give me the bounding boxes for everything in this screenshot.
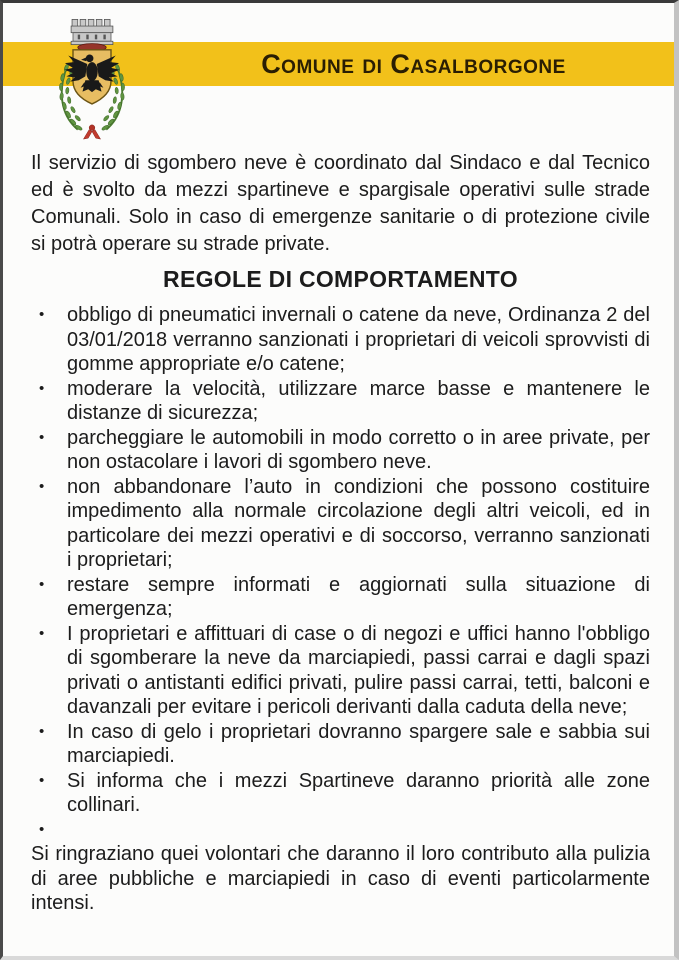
bullet-dot-icon: • bbox=[39, 477, 45, 495]
bullet-dot-icon: • bbox=[39, 428, 45, 446]
rule-item bbox=[31, 769, 650, 818]
mural-crown-icon bbox=[71, 19, 113, 44]
rule-text: obbligo di pneumatici invernali o catene da neve, Ordinanza 2 del 03/01/2018 verranno sanzionati i proprietari di veicoli sprovvisti di gomme appropriate e/o catene; bbox=[67, 304, 650, 375]
eagle-icon bbox=[64, 55, 119, 93]
rule-item-empty bbox=[31, 818, 650, 843]
rule-text: non abbandonare l’auto in condizioni che possono costituire impedimento alla normale circolazione degli altri veicoli, ed in particolare dei mezzi operativi e di soccorso, verranno sanzionati i proprietari; bbox=[67, 475, 650, 571]
casalborgone-coat-of-arms-icon bbox=[35, 7, 149, 142]
bullet-dot-icon: • bbox=[39, 575, 45, 593]
ribbon-icon bbox=[83, 125, 100, 139]
rule-text: parcheggiare le automobili in modo corretto o in aree private, per non ostacolare i lavori di sgombero neve. bbox=[67, 426, 650, 473]
intro-paragraph: Il servizio di sgombero neve è coordinato dal Sindaco e dal Tecnico ed è svolto da mezzi spartineve e spargisale operativi sulle strade Comunali. Solo in caso di emergenze sanitarie o di protezione civile si potrà operare su strade private. bbox=[31, 152, 650, 255]
rule-text bbox=[67, 818, 650, 843]
bullet-dot-icon: • bbox=[39, 722, 45, 740]
rule-item bbox=[31, 475, 650, 573]
rule-item bbox=[31, 720, 650, 769]
closing-paragraph: Si ringraziano quei volontari che daranno il loro contributo alla pulizia di aree pubbliche e marciapiedi in caso di eventi particolarmente intensi. bbox=[31, 843, 650, 914]
rule-text: restare sempre informati e aggiornati sulla situazione di emergenza; bbox=[67, 573, 650, 620]
rule-item bbox=[31, 573, 650, 622]
rule-item bbox=[31, 377, 650, 426]
rule-text: moderare la velocità, utilizzare marce basse e mantenere le distanze di sicurezza; bbox=[67, 377, 650, 424]
bullet-dot-icon: • bbox=[39, 771, 45, 789]
bullet-dot-icon: • bbox=[39, 624, 45, 642]
page-title: Comune di Casalborgone bbox=[261, 49, 566, 79]
bullet-dot-icon: • bbox=[39, 379, 45, 397]
rule-text: Si informa che i mezzi Spartineve daranno priorità alle zone collinari. bbox=[67, 769, 650, 816]
rule-item bbox=[31, 622, 650, 720]
rules-list bbox=[31, 303, 650, 842]
bullet-dot-icon: • bbox=[39, 820, 45, 838]
rule-item bbox=[31, 303, 650, 377]
rule-text: I proprietari e affittuari di case o di negozi e uffici hanno l'obbligo di sgomberare la neve da marciapiedi, passi carrai e dagli spazi privati o antistanti edifici privati, pulire passi carrai, tetti, balconi e davanzali per evitare i pericoli derivanti dalla caduta della neve; bbox=[67, 622, 650, 718]
rules-heading: REGOLE DI COMPORTAMENTO bbox=[163, 266, 518, 292]
rule-text: In caso di gelo i proprietari dovranno spargere sale e sabbia sui marciapiedi. bbox=[67, 720, 650, 767]
rule-item bbox=[31, 426, 650, 475]
bullet-dot-icon: • bbox=[39, 306, 45, 323]
